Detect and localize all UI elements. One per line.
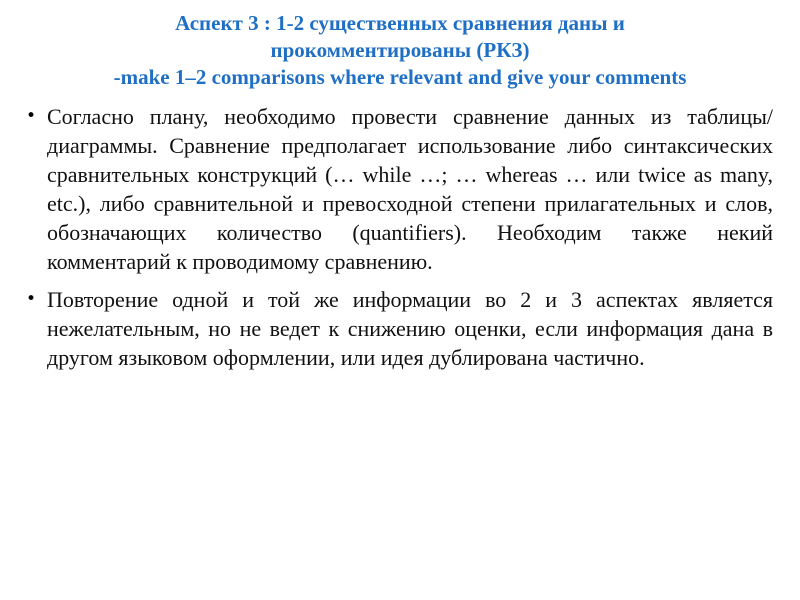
bullet-text: Согласно плану, необходимо провести сравнение данных из таблицы/диаграммы. Сравнение предполагает использование либо синтаксических сравнительных конструкций (… while …; … whereas … или twice as many, etc.), либо сравнительной и превосходной степени прилагательных и слов, обозначающих количество (quantifiers). Необходим также некий комментарий к проводимому сравнению. [47, 104, 773, 274]
bullet-item [26, 285, 773, 372]
title-line-1: Аспект 3 : 1-2 существенных сравнения даны и [175, 11, 625, 35]
bullet-dot-icon: • [26, 289, 37, 309]
title-line-2: прокомментированы (РКЗ) [270, 38, 530, 62]
bullet-text: Повторение одной и той же информации во 2 и 3 аспектах является нежелательным, но не ведет к снижению оценки, если информация дана в другом языковом оформлении, или идея дублирована частично. [47, 287, 773, 370]
bullet-item [26, 102, 773, 276]
title-line-3: -make 1–2 comparisons where relevant and give your comments [113, 65, 687, 89]
bullet-dot-icon: • [26, 106, 37, 126]
bullet-list [26, 102, 773, 381]
slide-title [0, 10, 800, 91]
